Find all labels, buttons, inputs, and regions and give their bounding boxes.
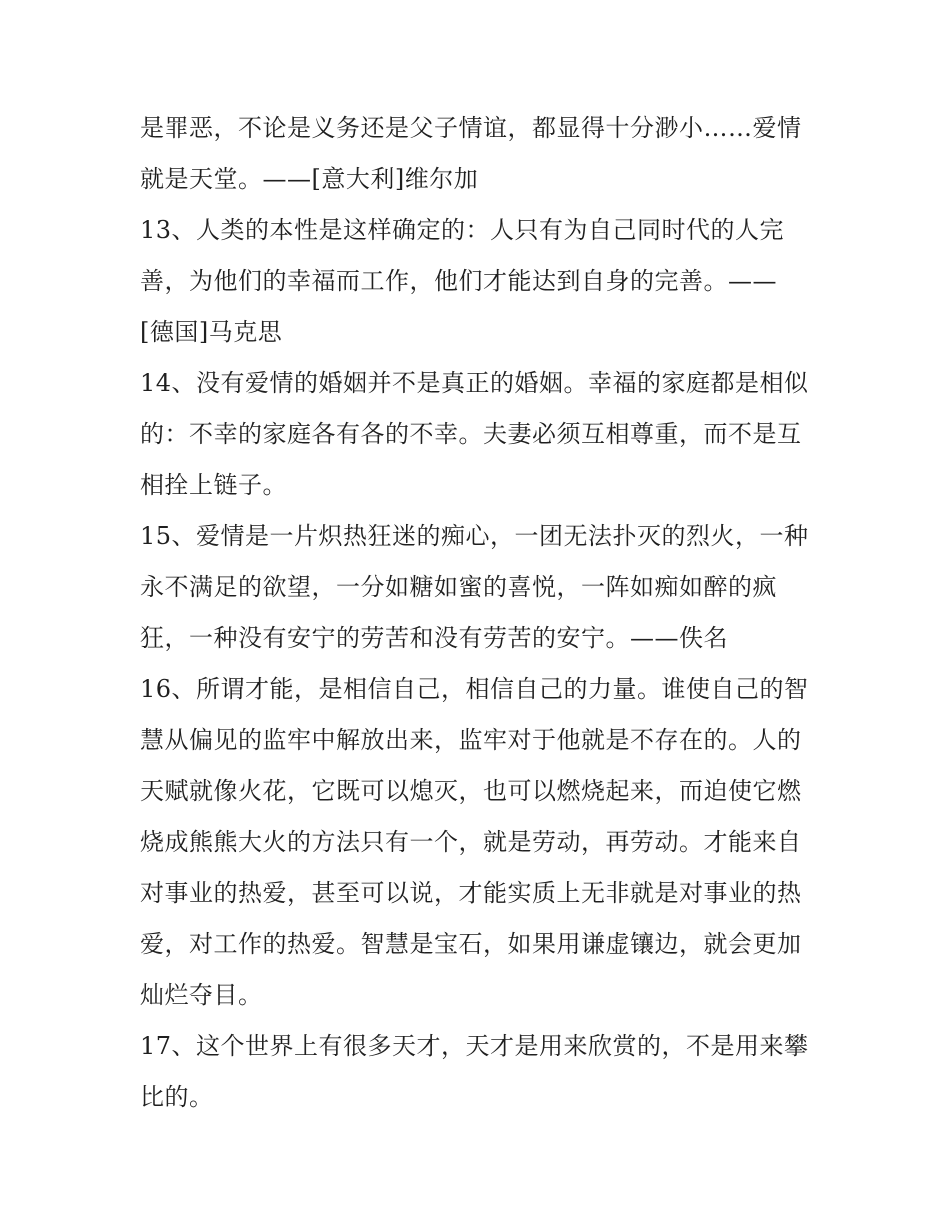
text-line: 就是天堂。——[意大利]维尔加 (140, 165, 479, 193)
text-line: 狂，一种没有安宁的劳苦和没有劳苦的安宁。——佚名 (140, 624, 728, 652)
text-line: 16、所谓才能，是相信自己，相信自己的力量。谁使自己的智 (140, 675, 809, 703)
text-line: [德国]马克思 (140, 318, 283, 346)
text-line: 13、人类的本性是这样确定的：人只有为自己同时代的人完 (140, 216, 785, 244)
text-line: 是罪恶，不论是义务还是父子情谊，都显得十分渺小……爱情 (140, 114, 802, 142)
text-line: 相拴上链子。 (140, 471, 287, 499)
text-line: 爱，对工作的热爱。智慧是宝石，如果用谦虚镶边，就会更加 (140, 930, 802, 958)
text-line: 比的。 (140, 1083, 214, 1111)
text-line: 烧成熊熊大火的方法只有一个，就是劳动，再劳动。才能来自 (140, 828, 802, 856)
text-line: 慧从偏见的监牢中解放出来，监牢对于他就是不存在的。人的 (140, 726, 802, 754)
text-line: 灿烂夺目。 (140, 981, 263, 1009)
text-line: 永不满足的欲望，一分如糖如蜜的喜悦，一阵如痴如醉的疯 (140, 573, 777, 601)
document-body (140, 103, 815, 1123)
text-line: 的：不幸的家庭各有各的不幸。夫妻必须互相尊重，而不是互 (140, 420, 802, 448)
text-line: 15、爱情是一片炽热狂迷的痴心，一团无法扑灭的烈火，一种 (140, 522, 809, 550)
text-line: 14、没有爱情的婚姻并不是真正的婚姻。幸福的家庭都是相似 (140, 369, 809, 397)
text-line: 17、这个世界上有很多天才，天才是用来欣赏的，不是用来攀 (140, 1032, 809, 1060)
text-line: 天赋就像火花，它既可以熄灭，也可以燃烧起来，而迫使它燃 (140, 777, 802, 805)
text-line: 善，为他们的幸福而工作，他们才能达到自身的完善。—— (140, 267, 777, 295)
text-line: 对事业的热爱，甚至可以说，才能实质上无非就是对事业的热 (140, 879, 802, 907)
